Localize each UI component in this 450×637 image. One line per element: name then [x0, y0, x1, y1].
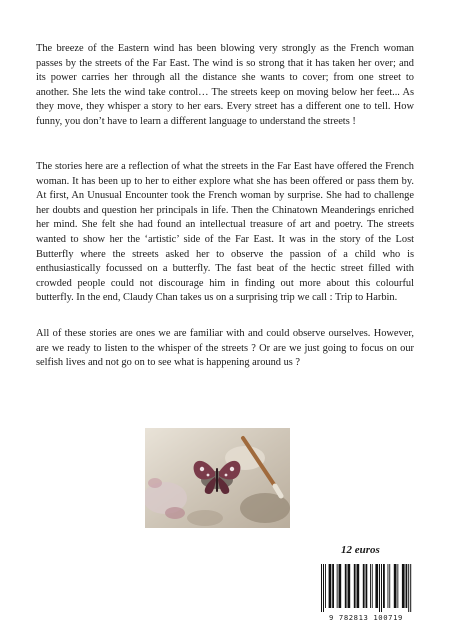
- barcode-bar: [332, 564, 334, 608]
- barcode-bar: [381, 564, 382, 612]
- barcode-bars: [320, 564, 412, 612]
- price-label: 12 euros: [341, 544, 380, 556]
- barcode-bar: [410, 564, 411, 612]
- barcode-bar: [321, 564, 322, 612]
- isbn-digits: 9 782813 100719: [329, 613, 403, 622]
- barcode-bar: [329, 564, 332, 608]
- barcode-bar: [383, 564, 385, 608]
- barcode-bar: [345, 564, 347, 608]
- barcode-bar: [375, 564, 378, 608]
- barcode-bar: [372, 564, 373, 608]
- barcode-bar: [348, 564, 351, 608]
- cover-photo: [145, 428, 290, 528]
- blurb-paragraph-2: The stories here are a reflection of what the streets in the Far East have offered the French woman. It has been up to her to either explore what she has been offered or pass them by. At first, An Unusual Encounter took the French woman by surprise. She had to challenge her doubts and question her principals in life. Then the Chinatown Meanderings enriched her mind. She felt she had found an intellectual treasure of art and poetry. The streets wanted to show her the ‘artistic’ side of the Far East. It was in the story of the Lost Butterfly where the streets asked her to observe the passion of a child who is enthusiastically focussed on a butterfly. The fast beat of the hectic street filled with crowded people could not discourage him in finding out more about this colourful butterfly. In the end, Claudy Chan takes us on a surprising trip we call : Trip to Harbin.: [36, 161, 414, 304]
- barcode-bar: [379, 564, 380, 612]
- barcode-bar: [337, 564, 338, 608]
- barcode-bar: [389, 564, 390, 608]
- barcode-bar: [339, 564, 342, 608]
- barcode-bar: [370, 564, 371, 608]
- barcode-bar: [388, 564, 389, 608]
- butterfly-illustration: [145, 428, 290, 528]
- barcode-bar: [408, 564, 409, 612]
- blurb-paragraph-1: The breeze of the Eastern wind has been blowing very strongly as the French woman passes by the streets of the Far East. The wind is so strong that it has taken her over; and its power carries her through all the distance she wants to cover; from one street to another. She lets the wind take control… The streets keep on moving below her feet... As they move, they whisper a story to her ears. Every street has a different one to tell. How funny, you don’t have to learn a different language to understand the streets !: [36, 43, 414, 127]
- barcode-bar: [363, 564, 365, 608]
- barcode-bar: [394, 564, 397, 608]
- barcode-bar: [325, 564, 326, 608]
- barcode-bar: [402, 564, 405, 608]
- barcode-bar: [397, 564, 398, 608]
- barcode-bar: [366, 564, 368, 608]
- barcode-bar: [323, 564, 324, 612]
- blurb-paragraph-3: All of these stories are ones we are familiar with and could observe ourselves. However, are we ready to listen to the whisper of the streets ? Or are we just going to focus on our selfish lives and not go on to see what is happening around us ?: [36, 328, 414, 369]
- barcode-bar: [406, 564, 408, 608]
- isbn-barcode: [316, 564, 416, 626]
- barcode-bar: [354, 564, 356, 608]
- barcode-bar: [357, 564, 360, 608]
